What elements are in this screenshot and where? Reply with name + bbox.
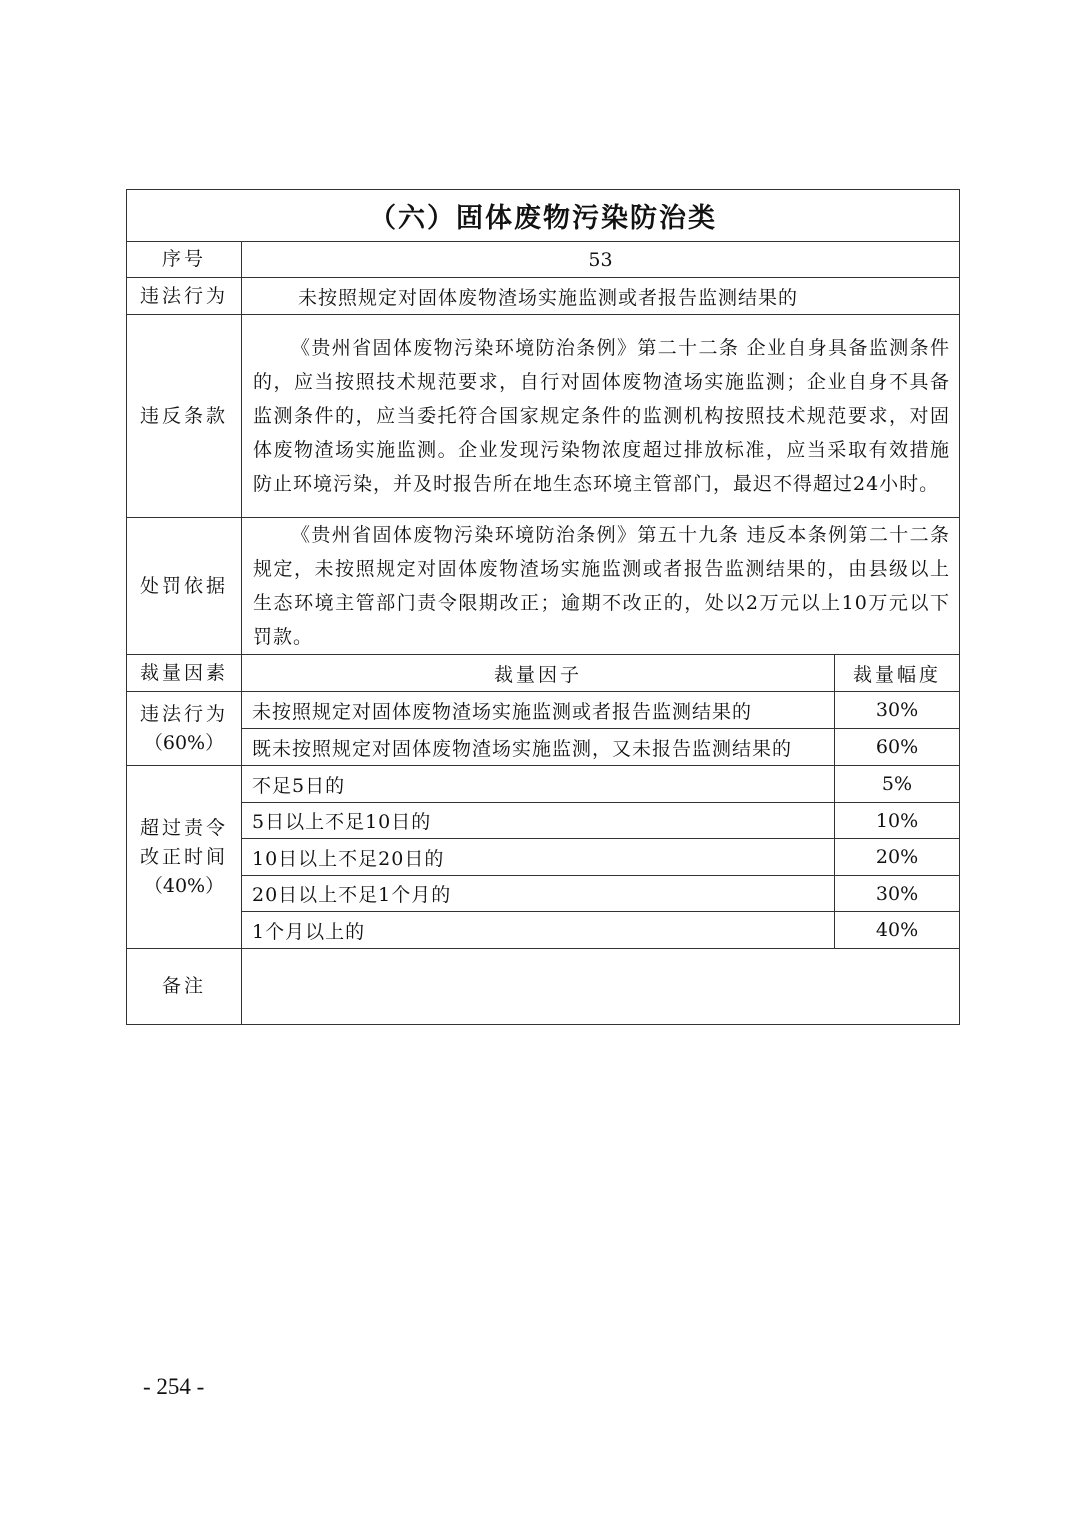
penalty-label: 处罚依据 [127,518,242,655]
remarks-label: 备注 [127,949,242,1025]
seq-value: 53 [242,242,960,278]
range-column-header: 裁量幅度 [835,655,960,692]
time-range: 20% [835,839,960,876]
time-group-label-line2: 改正时间 [139,845,228,868]
violation-group-label [127,692,242,766]
violation-factor: 未按照规定对固体废物渣场实施监测或者报告监测结果的 [242,692,835,729]
page-number: - 254 - [143,1374,205,1399]
discretion-table [126,189,960,1025]
time-group-label-line3: （40%） [143,874,225,897]
time-factor: 5日以上不足10日的 [242,803,835,839]
time-range: 5% [835,766,960,803]
time-factor: 1个月以上的 [242,912,835,949]
violation-factor: 既未按照规定对固体废物渣场实施监测，又未报告监测结果的 [242,729,835,766]
factor-column-header: 裁量因子 [242,655,835,692]
violation-group-label-line1: 违法行为 [139,702,228,725]
violation-label: 违法行为 [127,278,242,315]
violation-range: 60% [835,729,960,766]
violation-group-label-line2: （60%） [143,731,225,754]
clause-value: 《贵州省固体废物污染环境防治条例》第二十二条 企业自身具备监测条件的，应当按照技术规范要求，自行对固体废物渣场实施监测；企业自身不具备监测条件的，应当委托符合国家规定条件的监测机构按照技术规范要求，对固体废物渣场实施监测。企业发现污染物浓度超过排放标准，应当采取有效措施防止环境污染，并及时报告所在地生态环境主管部门，最迟不得超过24小时。 [242,315,960,518]
time-range: 30% [835,876,960,912]
time-factor: 10日以上不足20日的 [242,839,835,876]
factor-label: 裁量因素 [127,655,242,692]
time-range: 10% [835,803,960,839]
time-group-label [127,766,242,949]
time-factor: 20日以上不足1个月的 [242,876,835,912]
remarks-value [242,949,960,1025]
time-range: 40% [835,912,960,949]
violation-value: 未按照规定对固体废物渣场实施监测或者报告监测结果的 [242,278,960,315]
seq-label: 序号 [127,242,242,278]
penalty-value: 《贵州省固体废物污染环境防治条例》第五十九条 违反本条例第二十二条规定，未按照规定对固体废物渣场实施监测或者报告监测结果的，由县级以上生态环境主管部门责令限期改正；逾期不改正的，处以2万元以上10万元以下罚款。 [242,518,960,655]
violation-range: 30% [835,692,960,729]
time-group-label-line1: 超过责令 [139,816,228,839]
section-title: （六）固体废物污染防治类 [127,190,960,242]
time-factor: 不足5日的 [242,766,835,803]
clause-label: 违反条款 [127,315,242,518]
